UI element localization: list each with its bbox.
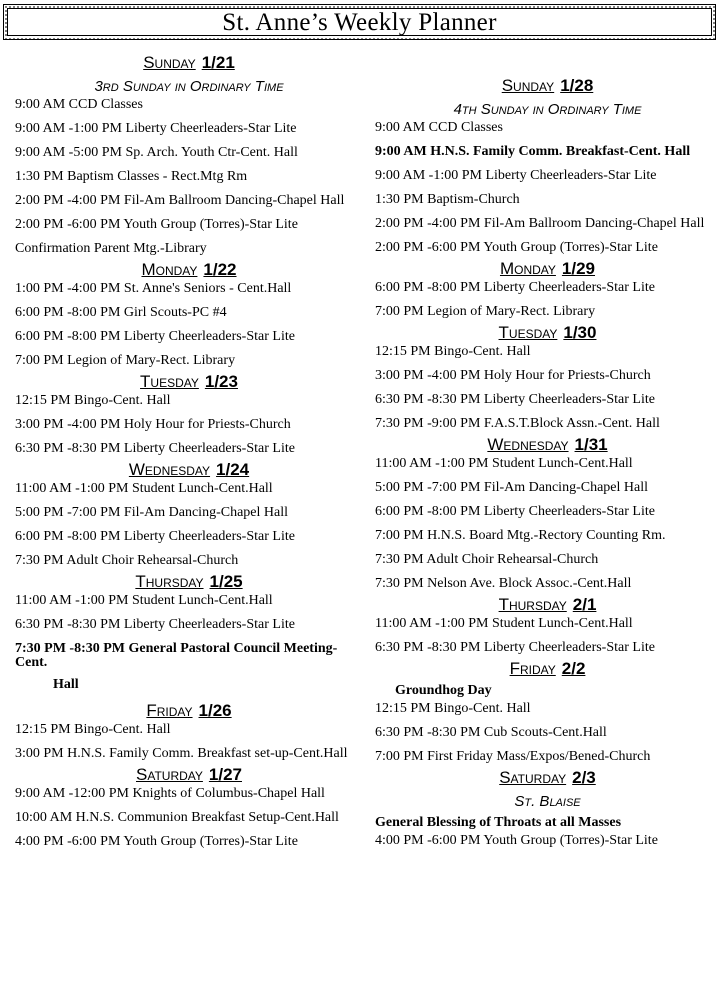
- event-item: 11:00 AM -1:00 PM Student Lunch-Cent.Hall: [15, 593, 273, 608]
- event-item: 12:15 PM Bingo-Cent. Hall: [375, 344, 531, 359]
- event-item: 6:00 PM -8:00 PM Girl Scouts-PC #4: [15, 305, 227, 320]
- day-name: Monday: [499, 259, 556, 278]
- day-thursday-1-25: [15, 571, 363, 694]
- day-heading: [15, 459, 363, 481]
- event-item: 6:30 PM -8:30 PM Liberty Cheerleaders-Star Lite: [375, 640, 655, 655]
- liturgical-day: 3rd Sunday in Ordinary Time: [94, 78, 284, 95]
- day-date: 1/27: [208, 765, 242, 784]
- day-heading: [375, 767, 720, 789]
- day-heading: [375, 594, 720, 616]
- week-column-right: [375, 73, 720, 851]
- liturgical-day: 4th Sunday in Ordinary Time: [453, 101, 642, 118]
- event-item: 9:00 AM -12:00 PM Knights of Columbus-Chapel Hall: [15, 786, 325, 801]
- day-heading: [375, 258, 720, 280]
- event-item: 7:30 PM -9:00 PM F.A.S.T.Block Assn.-Cent. Hall: [375, 416, 660, 431]
- day-date: 2/2: [561, 659, 586, 678]
- day-tuesday-1-30: [375, 322, 720, 431]
- day-name: Sunday: [143, 53, 196, 72]
- event-item: 3:00 PM H.N.S. Family Comm. Breakfast set-up-Cent.Hall: [15, 746, 348, 761]
- event-item: 10:00 AM H.N.S. Communion Breakfast Setup-Cent.Hall: [15, 810, 339, 825]
- day-date: 1/23: [204, 372, 238, 391]
- day-name: Wednesday: [487, 435, 569, 454]
- day-name: Saturday: [136, 765, 203, 784]
- event-item: 4:00 PM -6:00 PM Youth Group (Torres)-Star Lite: [375, 833, 658, 848]
- event-item: 6:30 PM -8:30 PM Liberty Cheerleaders-Star Lite: [15, 441, 295, 456]
- event-item: 7:00 PM Legion of Mary-Rect. Library: [375, 304, 596, 319]
- event-item: 7:00 PM Legion of Mary-Rect. Library: [15, 353, 236, 368]
- event-item: 1:00 PM -4:00 PM St. Anne's Seniors - Cent.Hall: [15, 281, 292, 296]
- event-item: 7:00 PM H.N.S. Board Mtg.-Rectory Counting Rm.: [375, 528, 666, 543]
- day-name: Sunday: [501, 76, 555, 95]
- day-note: General Blessing of Throats at all Masses: [375, 815, 622, 830]
- day-sunday-1-28: [375, 75, 720, 255]
- event-item: 11:00 AM -1:00 PM Student Lunch-Cent.Hall: [15, 481, 273, 496]
- day-date: 1/31: [574, 435, 608, 454]
- event-item: Confirmation Parent Mtg.-Library: [15, 241, 207, 256]
- day-tuesday-1-23: [15, 371, 363, 456]
- event-item: 6:00 PM -8:00 PM Liberty Cheerleaders-Star Lite: [15, 329, 295, 344]
- day-date: 2/1: [572, 595, 597, 614]
- event-item-continuation: Hall: [53, 677, 79, 692]
- day-name: Saturday: [499, 768, 567, 787]
- event-item: 2:00 PM -6:00 PM Youth Group (Torres)-Star Lite: [15, 217, 298, 232]
- day-saturday-1-27: [15, 764, 363, 849]
- event-item: 9:00 AM -1:00 PM Liberty Cheerleaders-Star Lite: [375, 168, 657, 183]
- event-item: 6:30 PM -8:30 PM Liberty Cheerleaders-Star Lite: [375, 392, 655, 407]
- day-heading: [15, 52, 363, 74]
- day-name: Tuesday: [140, 372, 199, 391]
- event-item: 3:00 PM -4:00 PM Holy Hour for Priests-Church: [15, 417, 291, 432]
- day-name: Thursday: [498, 595, 567, 614]
- day-date: 1/30: [563, 323, 597, 342]
- event-item: 5:00 PM -7:00 PM Fil-Am Dancing-Chapel Hall: [15, 505, 288, 520]
- day-heading: [375, 75, 720, 97]
- event-item: 6:30 PM -8:30 PM Liberty Cheerleaders-Star Lite: [15, 617, 295, 632]
- event-item: 9:00 AM -5:00 PM Sp. Arch. Youth Ctr-Cent. Hall: [15, 145, 298, 160]
- day-friday-2-2: [375, 658, 720, 764]
- day-name: Thursday: [135, 572, 204, 591]
- event-item: 1:30 PM Baptism Classes - Rect.Mtg Rm: [15, 169, 248, 184]
- day-saturday-2-3: [375, 767, 720, 848]
- event-item: 7:30 PM Adult Choir Rehearsal-Church: [15, 553, 239, 568]
- day-thursday-2-1: [375, 594, 720, 655]
- day-monday-1-29: [375, 258, 720, 319]
- day-heading: [375, 322, 720, 344]
- day-heading: [15, 259, 363, 281]
- day-name: Friday: [146, 701, 193, 720]
- day-name: Friday: [509, 659, 556, 678]
- day-date: 2/3: [572, 768, 596, 787]
- feast-day: St. Blaise: [514, 793, 581, 810]
- day-heading: [15, 571, 363, 593]
- day-name: Monday: [141, 260, 198, 279]
- page-title: St. Anne’s Weekly Planner: [7, 8, 712, 36]
- event-item: 6:00 PM -8:00 PM Liberty Cheerleaders-Star Lite: [375, 280, 655, 295]
- event-item: 6:30 PM -8:30 PM Cub Scouts-Cent.Hall: [375, 725, 607, 740]
- event-item: 2:00 PM -4:00 PM Fil-Am Ballroom Dancing-Chapel Hall: [15, 193, 345, 208]
- event-item: 4:00 PM -6:00 PM Youth Group (Torres)-Star Lite: [15, 834, 298, 849]
- day-date: 1/24: [216, 460, 250, 479]
- week-column-left: [15, 50, 363, 852]
- event-item: 9:00 AM -1:00 PM Liberty Cheerleaders-Star Lite: [15, 121, 297, 136]
- day-date: 1/26: [198, 701, 232, 720]
- event-item: 11:00 AM -1:00 PM Student Lunch-Cent.Hall: [375, 616, 633, 631]
- day-name: Tuesday: [498, 323, 558, 342]
- day-date: 1/25: [209, 572, 243, 591]
- event-item: 9:00 AM CCD Classes: [15, 97, 143, 112]
- day-heading: [15, 700, 363, 722]
- day-heading: [375, 658, 720, 680]
- event-item: 12:15 PM Bingo-Cent. Hall: [15, 722, 171, 737]
- event-item: 6:00 PM -8:00 PM Liberty Cheerleaders-Star Lite: [15, 529, 295, 544]
- event-item-highlight: 7:30 PM -8:30 PM General Pastoral Council Meeting-Cent.: [15, 641, 338, 670]
- event-item: 12:15 PM Bingo-Cent. Hall: [375, 701, 531, 716]
- event-item: 9:00 AM CCD Classes: [375, 120, 503, 135]
- day-note: Groundhog Day: [395, 683, 492, 698]
- day-sunday-1-21: [15, 52, 363, 256]
- event-item: 1:30 PM Baptism-Church: [375, 192, 520, 207]
- day-wednesday-1-31: [375, 434, 720, 591]
- day-date: 1/28: [560, 76, 594, 95]
- event-item: 5:00 PM -7:00 PM Fil-Am Dancing-Chapel Hall: [375, 480, 648, 495]
- day-date: 1/29: [561, 259, 596, 278]
- event-item: 6:00 PM -8:00 PM Liberty Cheerleaders-Star Lite: [375, 504, 655, 519]
- event-item: 2:00 PM -4:00 PM Fil-Am Ballroom Dancing-Chapel Hall: [375, 216, 705, 231]
- day-wednesday-1-24: [15, 459, 363, 568]
- day-name: Wednesday: [128, 460, 211, 479]
- event-item: 11:00 AM -1:00 PM Student Lunch-Cent.Hall: [375, 456, 633, 471]
- day-date: 1/22: [203, 260, 237, 279]
- event-item: 2:00 PM -6:00 PM Youth Group (Torres)-Star Lite: [375, 240, 658, 255]
- event-item: 7:30 PM Nelson Ave. Block Assoc.-Cent.Hall: [375, 576, 632, 591]
- day-monday-1-22: [15, 259, 363, 368]
- event-item: 7:00 PM First Friday Mass/Expos/Bened-Church: [375, 749, 651, 764]
- day-heading: [15, 764, 363, 786]
- day-heading: [15, 371, 363, 393]
- day-friday-1-26: [15, 700, 363, 761]
- event-item: 12:15 PM Bingo-Cent. Hall: [15, 393, 171, 408]
- day-heading: [375, 434, 720, 456]
- event-item: 3:00 PM -4:00 PM Holy Hour for Priests-Church: [375, 368, 651, 383]
- day-date: 1/21: [201, 53, 235, 72]
- event-item: 7:30 PM Adult Choir Rehearsal-Church: [375, 552, 599, 567]
- event-item-highlight: 9:00 AM H.N.S. Family Comm. Breakfast-Cent. Hall: [375, 144, 691, 159]
- title-banner: [3, 4, 716, 40]
